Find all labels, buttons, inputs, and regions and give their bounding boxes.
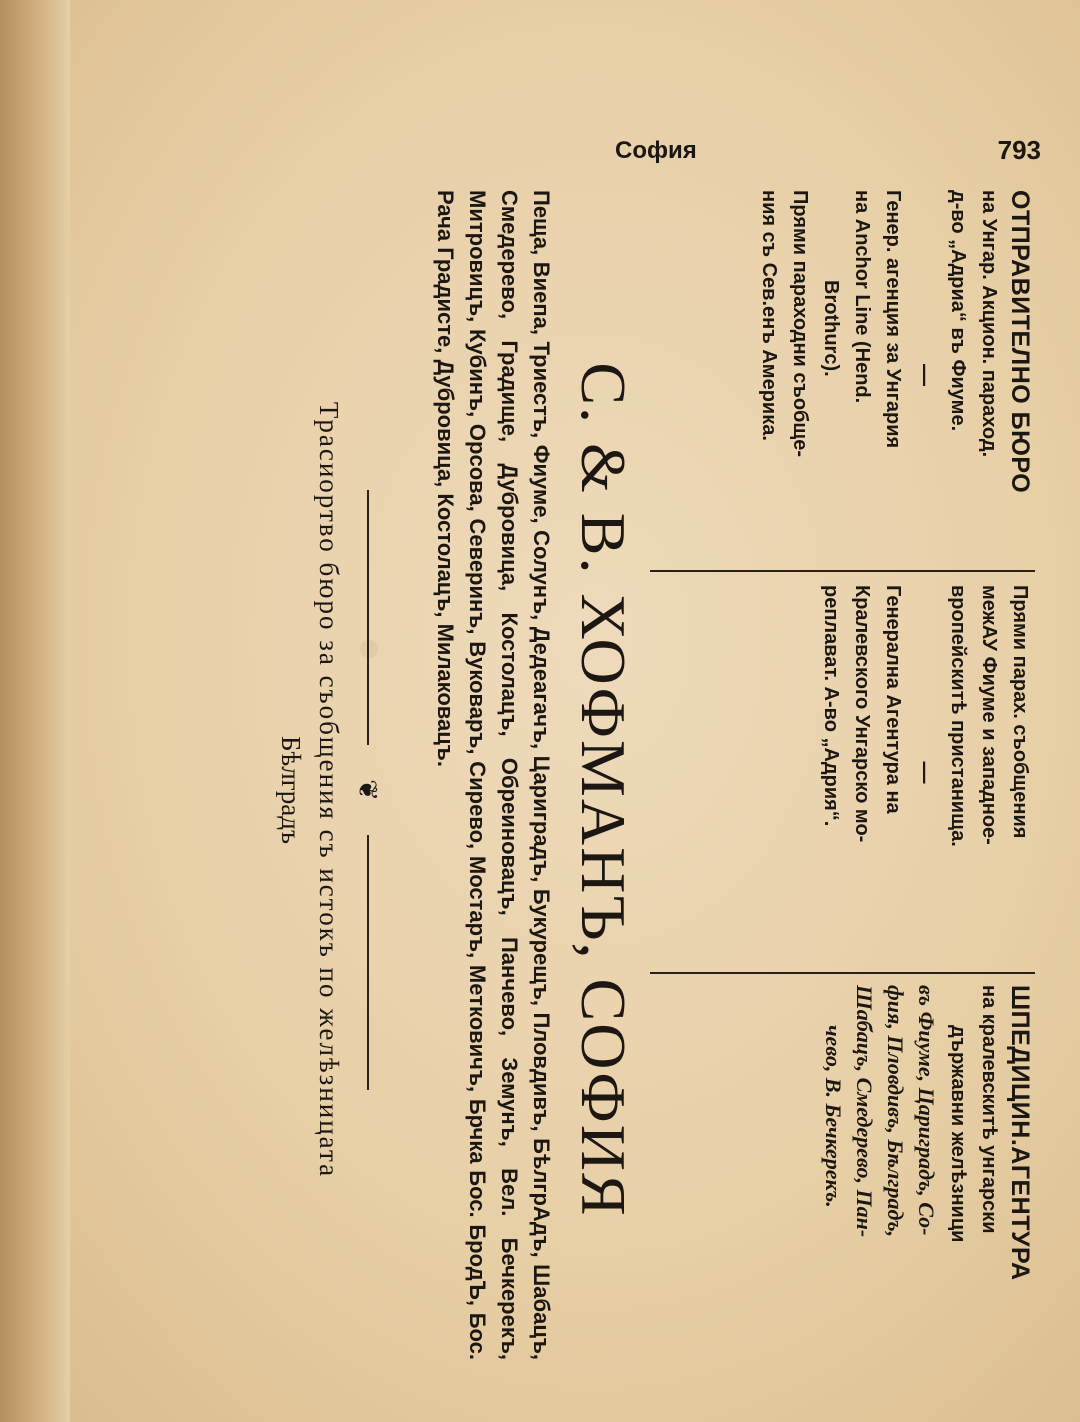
- divider-line: [367, 490, 369, 745]
- divider-line: [367, 835, 369, 1090]
- column-text: Генер. агенция за Унгария: [882, 190, 904, 449]
- column-text: на Anchor Line (Hend.: [851, 190, 873, 404]
- column-text: Прями парах. съобщения: [1009, 585, 1031, 839]
- column-dash: —: [913, 761, 938, 784]
- ad-column-shipping-agency: [650, 985, 1035, 1385]
- column-divider: [650, 570, 1035, 572]
- column-text: вропейскитѣ пристанища.: [947, 585, 969, 847]
- cities-list: Пеща, Виепа, Триестъ, Фиуме, Солунъ, Дедеагачъ, Цариградъ, Букурещъ, Пловдивъ, БѣлгрАдъ, Шабацъ, Смедерево, Градище, Дубровица, Костолацъ, Обреиновацъ, Панчево, Земунъ, Вел. Бечкерекъ, Митровицъ, Кубинъ, Орсова, Северинъ, Вуковаръ, Сирево, Мостаръ, Метковичъ, Брчка Бос. БродЪ, Бос. Рача Градисте, Дубровица, Костолацъ, Милаковацъ.: [433, 190, 554, 1360]
- column-text: реплават. А-во „Адрия“.: [820, 585, 842, 827]
- column-text: въ Фиуме, Цариградъ, Со-: [914, 985, 939, 1236]
- advertisement-block: [265, 190, 1035, 1390]
- column-heading: ШПЕДИЦИН.АГЕНТУРА: [1006, 985, 1034, 1281]
- ad-column-forwarding-office: [650, 190, 1035, 560]
- column-divider: [650, 972, 1035, 974]
- column-text: фия, Пловдивъ, Бѣлградъ,: [883, 985, 908, 1238]
- column-text: Кралевского Унгарско мо-: [851, 585, 873, 843]
- page-number: 793: [997, 135, 1041, 165]
- column-text: Brothurc).: [820, 280, 842, 377]
- column-text: Генерална Агентура на: [882, 585, 904, 814]
- column-text: чево, В. Бечкерекъ.: [821, 1025, 846, 1208]
- column-dash: —: [913, 364, 938, 386]
- column-text: държавни желѣзници: [947, 1025, 969, 1243]
- footer-line: Трасиортво бюро за съобщения съ истокъ по желѣзницата: [314, 401, 344, 1179]
- column-text: д-во „Адриа“ въ Фиуме.: [947, 190, 969, 432]
- ornamental-divider: [353, 490, 383, 1090]
- column-heading: ОТПРАВИТЕЛНО БЮРО: [1006, 190, 1034, 494]
- column-text: ния съ Сев.енъ Америка.: [758, 190, 780, 441]
- column-text: Шабацъ, Смедерево, Пан-: [852, 985, 877, 1238]
- column-text: межАУ Фиуме и западное-: [978, 585, 1000, 845]
- book-binding: [0, 0, 70, 1422]
- ornament-icon: ❦: [353, 779, 383, 801]
- ad-column-steamship-lines: [650, 585, 1035, 960]
- ad-footer: [275, 190, 345, 1390]
- header-city: София: [615, 137, 697, 164]
- column-text: Прями параходни съобще-: [789, 190, 811, 458]
- column-text: на кралевскитѣ унгарски: [978, 985, 1000, 1234]
- firm-name: С. & В. ХОФМАНЪ, СОФИЯ: [568, 362, 639, 1218]
- footer-city: Бѣлградъ: [276, 736, 306, 844]
- page-header: [585, 135, 1055, 175]
- ad-columns: [650, 190, 1035, 1390]
- column-text: на Унгар. Акцион. параход.: [978, 190, 1000, 458]
